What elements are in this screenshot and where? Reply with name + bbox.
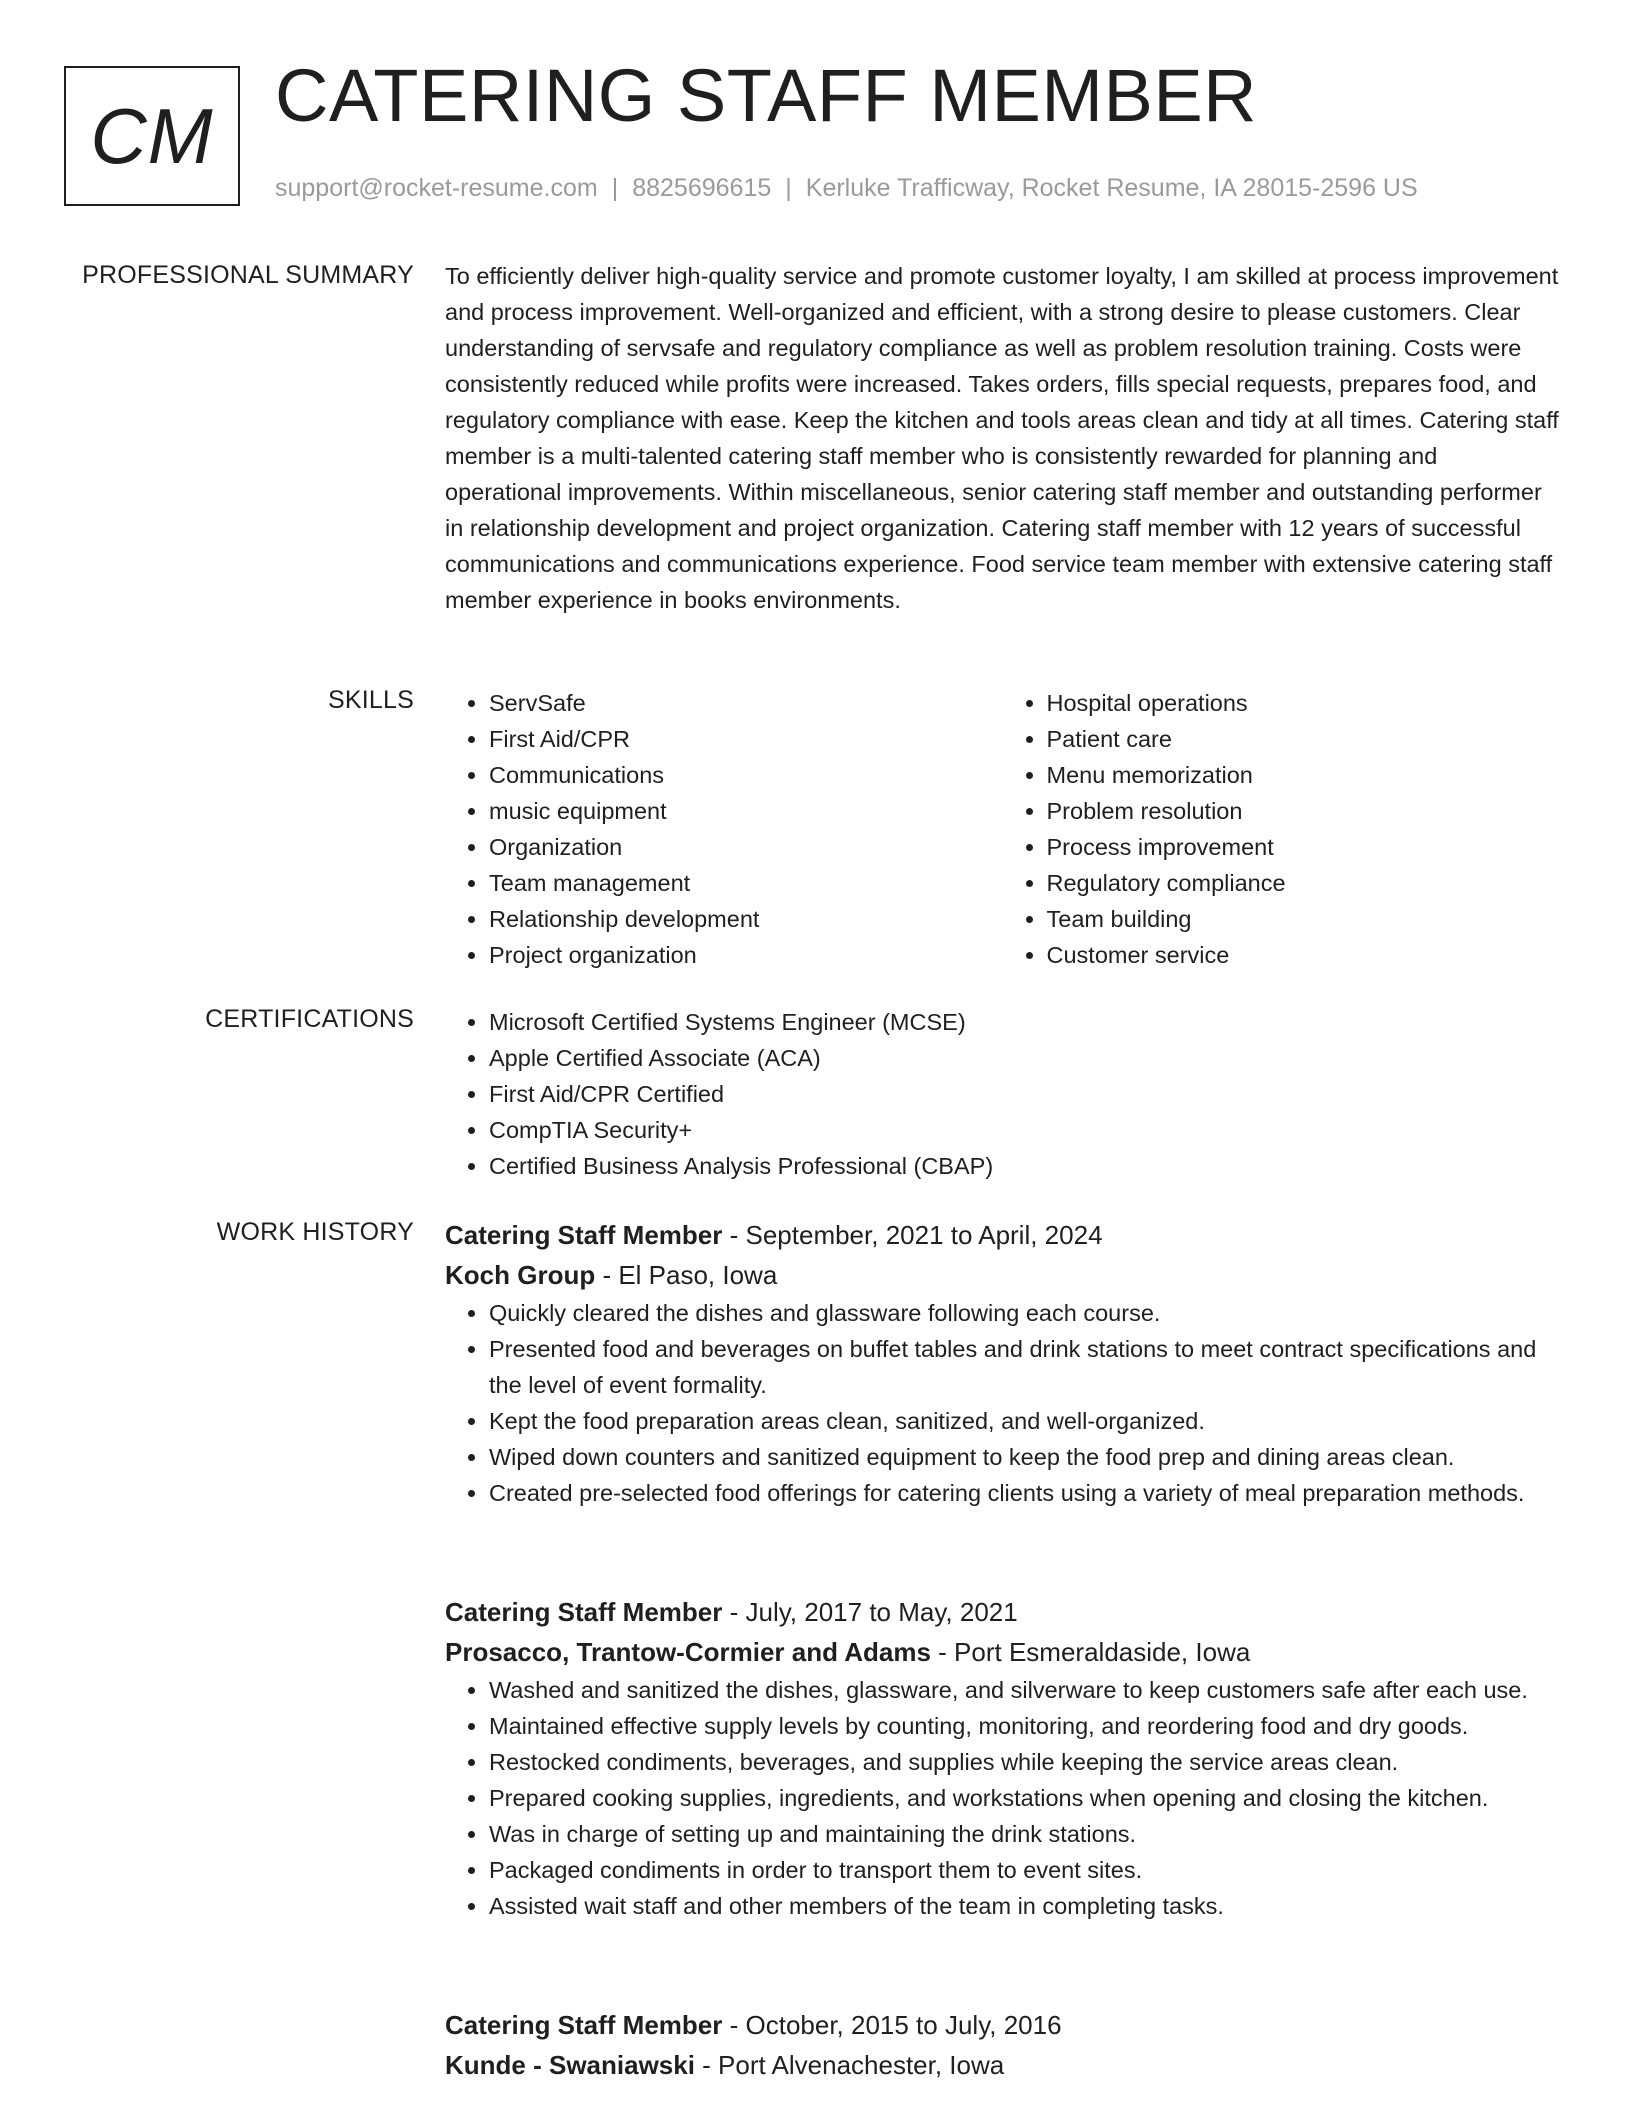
job-company: Koch Group (445, 1260, 596, 1290)
job-title-line (445, 2005, 1560, 2045)
certification-item: • First Aid/CPR Certified (489, 1076, 1560, 1112)
job-duty: • Washed and sanitized the dishes, glassware, and silverware to keep customers safe after each use. (489, 1672, 1560, 1708)
contact-phone: 8825696615 (632, 174, 772, 202)
contact-email: support@rocket-resume.com (275, 174, 598, 202)
skill-item: • Patient care (1047, 721, 1561, 757)
skill-item: • Regulatory compliance (1047, 865, 1561, 901)
job-duty: • Quickly cleared the dishes and glassware following each course. (489, 1295, 1560, 1331)
work-history-heading: WORK HISTORY (216, 1218, 414, 1246)
certification-item: • Apple Certified Associate (ACA) (489, 1040, 1560, 1076)
job-duties-list (445, 1295, 1560, 1511)
job-title: Catering Staff Member (445, 1220, 723, 1250)
job-dates: - October, 2015 to July, 2016 (722, 2010, 1062, 2040)
job-duty: • Maintained effective supply levels by counting, monitoring, and reordering food and dry goods. (489, 1708, 1560, 1744)
job-title: Catering Staff Member (445, 1597, 723, 1627)
certification-item: • Microsoft Certified Systems Engineer (MCSE) (489, 1004, 1560, 1040)
skill-item: • Menu memorization (1047, 757, 1561, 793)
job-dates: - July, 2017 to May, 2021 (722, 1597, 1018, 1627)
skill-item: • music equipment (489, 793, 1003, 829)
skill-item: • Organization (489, 829, 1003, 865)
job-location: - Port Esmeraldaside, Iowa (930, 1637, 1251, 1667)
skills-list-left (445, 685, 1003, 973)
job-duty: • Kept the food preparation areas clean, sanitized, and well-organized. (489, 1403, 1560, 1439)
contact-separator: | (785, 174, 792, 202)
skills-list-right (1003, 685, 1561, 973)
job-duty: • Was in charge of setting up and maintaining the drink stations. (489, 1816, 1560, 1852)
job-location: - El Paso, Iowa (595, 1260, 778, 1290)
skill-item: • ServSafe (489, 685, 1003, 721)
certification-item: • CompTIA Security+ (489, 1112, 1560, 1148)
job-company-line (445, 2045, 1560, 2085)
resume-title: CATERING STAFF MEMBER (275, 54, 1258, 137)
job-duty: • Prepared cooking supplies, ingredients, and workstations when opening and closing the kitchen. (489, 1780, 1560, 1816)
job-duty: • Presented food and beverages on buffet tables and drink stations to meet contract specifications and the level of event formality. (489, 1331, 1560, 1403)
skill-item: • Communications (489, 757, 1003, 793)
certifications-body (445, 1004, 1560, 1184)
skill-item: • Team building (1047, 901, 1561, 937)
skill-item: • Hospital operations (1047, 685, 1561, 721)
certifications-heading: CERTIFICATIONS (205, 1005, 414, 1033)
skill-item: • Team management (489, 865, 1003, 901)
job-duties-list (445, 1672, 1560, 1924)
job-duty: • Wiped down counters and sanitized equipment to keep the food prep and dining areas clean. (489, 1439, 1560, 1475)
skills-heading: SKILLS (328, 686, 414, 714)
contact-address: Kerluke Trafficway, Rocket Resume, IA 28015-2596 US (805, 174, 1418, 202)
job-duty: • Assisted wait staff and other members of the team in completing tasks. (489, 1888, 1560, 1924)
skill-item: • Process improvement (1047, 829, 1561, 865)
job-duty: • Created pre-selected food offerings for catering clients using a variety of meal preparation methods. (489, 1475, 1560, 1511)
job-duty: • Packaged condiments in order to transport them to event sites. (489, 1852, 1560, 1888)
job-title-line (445, 1215, 1560, 1255)
contact-separator: | (611, 174, 619, 202)
skill-item: • First Aid/CPR (489, 721, 1003, 757)
job-entry (445, 1215, 1560, 1511)
skill-item: • Customer service (1047, 937, 1561, 973)
skills-columns (445, 685, 1560, 973)
job-duty: • Restocked condiments, beverages, and supplies while keeping the service areas clean. (489, 1744, 1560, 1780)
skill-item: • Relationship development (489, 901, 1003, 937)
certification-item: • Certified Business Analysis Professional (CBAP) (489, 1148, 1560, 1184)
summary-text: To efficiently deliver high-quality service and promote customer loyalty, I am skilled at process improvement and process improvement. Well-organized and efficient, with a strong desire to please customers. Clear understanding of servsafe and regulatory compliance as well as problem resolution training. Costs were consistently reduced while profits were increased. Takes orders, fills special requests, prepares food, and regulatory compliance with ease. Keep the kitchen and tools areas clean and tidy at all times. Catering staff member is a multi-talented catering staff member who is consistently rewarded for planning and operational improvements. Within miscellaneous, senior catering staff member and outstanding performer in relationship development and project organization. Catering staff member with 12 years of successful communications and communications experience. Food service team member with extensive catering staff member experience in books environments. (445, 263, 1559, 613)
contact-line (275, 174, 1418, 203)
monogram-badge: CM (64, 66, 240, 206)
skill-item: • Project organization (489, 937, 1003, 973)
job-location: - Port Alvenachester, Iowa (694, 2050, 1005, 2080)
summary-heading: PROFESSIONAL SUMMARY (82, 261, 414, 289)
job-title: Catering Staff Member (445, 2010, 723, 2040)
job-company: Kunde - Swaniawski (445, 2050, 695, 2080)
job-company-line (445, 1632, 1560, 1672)
job-dates: - September, 2021 to April, 2024 (722, 1220, 1103, 1250)
job-company: Prosacco, Trantow-Cormier and Adams (445, 1637, 931, 1667)
skill-item: • Problem resolution (1047, 793, 1561, 829)
job-entry (445, 2005, 1560, 2085)
certifications-list (445, 1004, 1560, 1184)
job-company-line (445, 1255, 1560, 1295)
job-title-line (445, 1592, 1560, 1632)
job-entry (445, 1592, 1560, 1924)
